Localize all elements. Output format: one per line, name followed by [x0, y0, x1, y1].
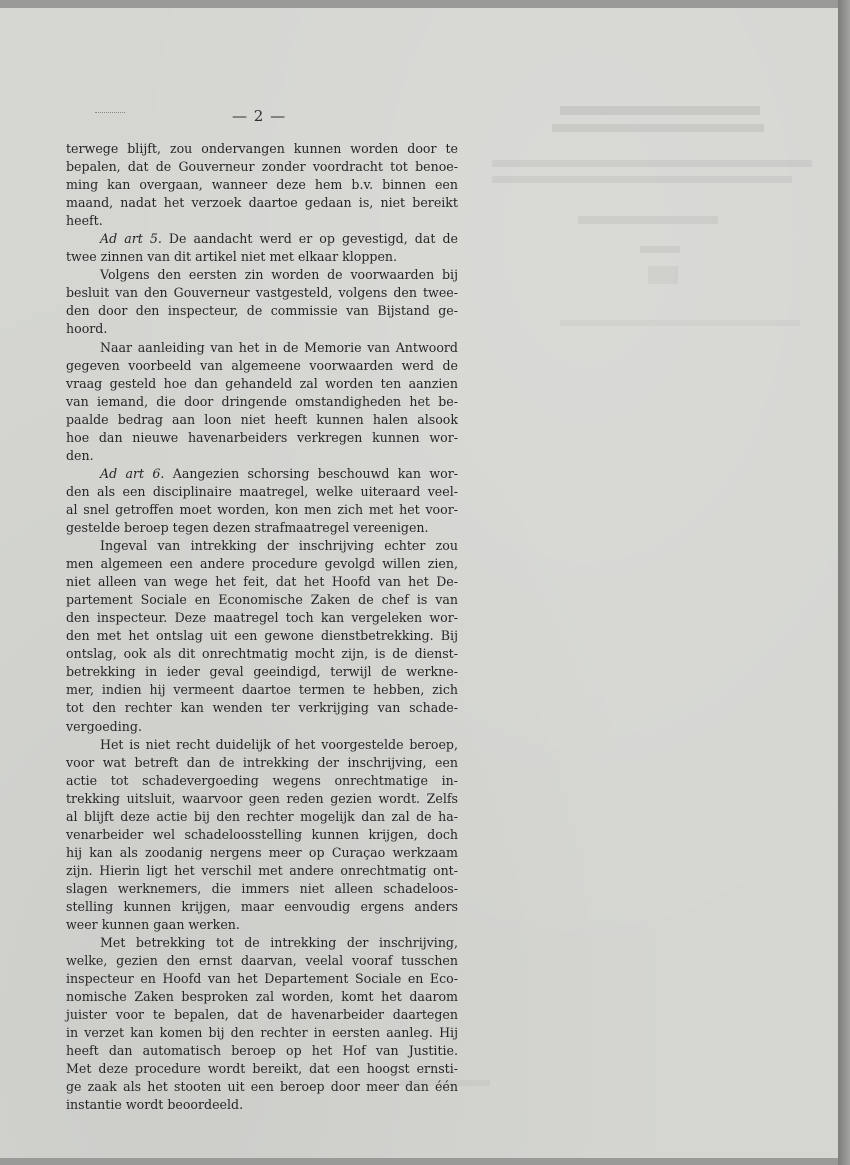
text-line [66, 194, 458, 212]
line-text: twee zinnen van dit artikel niet met elkaar kloppen. [66, 249, 398, 265]
text-line [66, 591, 458, 609]
line-text: trekking uitsluit, waarvoor geen reden gezien wordt. Zelfs [66, 790, 458, 806]
line-text: in verzet kan komen bij den rechter in eersten aanleg. Hij [66, 1025, 458, 1041]
line-text: ontslag, ook als dit onrechtmatig mocht zijn, is de dienst- [66, 646, 458, 662]
text-line [66, 501, 458, 519]
text-line [66, 1042, 458, 1060]
line-text: paalde bedrag aan loon niet heeft kunnen halen alsook [66, 411, 458, 427]
text-line [66, 681, 458, 699]
text-line [66, 375, 458, 393]
line-text: venarbeider wel schadeloosstelling kunnen krijgen, doch [66, 826, 458, 842]
text-line [66, 844, 458, 862]
show-through-line [492, 160, 812, 167]
line-text: ming kan overgaan, wanneer deze hem b.v. binnen een [66, 177, 458, 193]
line-text: den inspecteur. Deze maatregel toch kan vergeleken wor- [66, 610, 458, 626]
text-line [66, 1078, 458, 1096]
line-text: gestelde beroep tegen dezen strafmaatregel vereenigen. [66, 519, 429, 535]
line-text: den als een disciplinaire maatregel, welke uiteraard veel- [66, 483, 458, 499]
line-text: heeft. [66, 213, 103, 229]
text-line [66, 447, 458, 465]
line-text: Het is niet recht duidelijk of het voorgestelde beroep, [100, 736, 458, 752]
text-line [66, 212, 458, 230]
line-text: den. [66, 447, 94, 463]
text-line [66, 1024, 458, 1042]
line-text: ge zaak als het stooten uit een beroep door meer dan één [66, 1079, 458, 1095]
line-text: Volgens den eersten zin worden de voorwaarden bij [100, 267, 458, 283]
line-text: den door den inspecteur, de commissie van Bijstand ge- [66, 303, 458, 319]
line-text: besluit van den Gouverneur vastgesteld, volgens den twee- [66, 285, 458, 301]
line-text: zijn. Hierin ligt het verschil met andere onrechtmatig ont- [66, 862, 458, 878]
show-through-line [492, 176, 792, 183]
text-line [66, 429, 458, 447]
show-through-line [578, 216, 718, 224]
show-through-line [560, 106, 760, 115]
show-through-line [640, 246, 680, 253]
text-line [66, 1096, 458, 1114]
body-text [66, 140, 458, 1115]
text-line [66, 357, 458, 375]
text-line [66, 970, 458, 988]
line-text: welke, gezien den ernst daarvan, veelal vooraf tusschen [66, 953, 458, 969]
text-line [66, 230, 458, 248]
line-text: hoord. [66, 321, 108, 337]
show-through-line [648, 266, 678, 284]
line-text: mer, indien hij vermeent daartoe termen te hebben, zich [66, 682, 458, 698]
article-label: Ad art 6. [100, 465, 165, 481]
text-line [66, 176, 458, 194]
text-line [66, 393, 458, 411]
text-line [66, 754, 458, 772]
text-line [66, 988, 458, 1006]
line-text: vergoeding. [66, 718, 142, 734]
text-line [66, 302, 458, 320]
text-line [66, 140, 458, 158]
line-text: inspecteur en Hoofd van het Departement Sociale en Eco- [66, 971, 458, 987]
line-text: vraag gesteld hoe dan gehandeld zal worden ten aanzien [66, 375, 458, 391]
text-line [66, 808, 458, 826]
document-page [0, 8, 838, 1158]
line-text: weer kunnen gaan werken. [66, 917, 240, 933]
text-line [66, 898, 458, 916]
line-text: gegeven voorbeeld van algemeene voorwaarden werd de [66, 357, 458, 373]
line-text: hoe dan nieuwe havenarbeiders verkregen kunnen wor- [66, 429, 458, 445]
line-text: juister voor te bepalen, dat de havenarbeider daartegen [66, 1007, 458, 1023]
text-line [66, 1060, 458, 1078]
line-text: tot den rechter kan wenden ter verkrijging van schade- [66, 700, 458, 716]
text-line [66, 627, 458, 645]
text-line [66, 339, 458, 357]
text-line [66, 465, 458, 483]
text-line [66, 736, 458, 754]
text-line [66, 248, 458, 266]
text-line [66, 519, 458, 537]
line-text: partement Sociale en Economische Zaken de chef is van [66, 592, 458, 608]
text-line [66, 772, 458, 790]
page-number: — 2 — [232, 107, 287, 125]
line-text: al snel getroffen moet worden, kon men zich met het voor- [66, 501, 458, 517]
line-text: Naar aanleiding van het in de Memorie van Antwoord [100, 339, 458, 355]
line-text: den met het ontslag uit een gewone dienstbetrekking. Bij [66, 628, 458, 644]
line-text: nomische Zaken besproken zal worden, komt het daarom [66, 989, 458, 1005]
show-through-line [552, 124, 764, 132]
line-text: van iemand, die door dringende omstandigheden het be- [66, 393, 458, 409]
text-line [66, 158, 458, 176]
line-text: bepalen, dat de Gouverneur zonder voordracht tot benoe- [66, 159, 458, 175]
line-text: men algemeen een andere procedure gevolgd willen zien, [66, 556, 458, 572]
line-text: stelling kunnen krijgen, maar eenvoudig ergens anders [66, 898, 458, 914]
text-line [66, 609, 458, 627]
text-line [66, 537, 458, 555]
text-line [66, 862, 458, 880]
text-line [66, 1006, 458, 1024]
text-line [66, 718, 458, 736]
text-line [66, 826, 458, 844]
text-line [66, 284, 458, 302]
article-label: Ad art 5. [100, 231, 162, 247]
line-text: heeft dan automatisch beroep op het Hof van Justitie. [66, 1043, 458, 1059]
line-text: hij kan als zoodanig nergens meer op Curaçao werkzaam [66, 844, 458, 860]
line-text: Aangezien schorsing beschouwd kan wor- [164, 465, 458, 481]
line-text: slagen werknemers, die immers niet alleen schadeloos- [66, 880, 458, 896]
line-text: actie tot schadevergoeding wegens onrechtmatige in- [66, 772, 458, 788]
page-edge-shadow [838, 0, 850, 1165]
line-text: De aandacht werd er op gevestigd, dat de [161, 231, 458, 247]
text-line [66, 573, 458, 591]
text-line [66, 266, 458, 284]
text-line [66, 952, 458, 970]
text-line [66, 555, 458, 573]
text-line [66, 663, 458, 681]
line-text: Ingeval van intrekking der inschrijving echter zou [100, 538, 458, 554]
text-line [66, 934, 458, 952]
text-line [66, 880, 458, 898]
line-text: Met betrekking tot de intrekking der inschrijving, [100, 935, 458, 951]
line-text: terwege blijft, zou ondervangen kunnen worden door te [66, 141, 458, 156]
text-line [66, 916, 458, 934]
text-line [66, 699, 458, 717]
line-text: betrekking in ieder geval geeindigd, terwijl de werkne- [66, 664, 458, 680]
line-text: al blijft deze actie bij den rechter mogelijk dan zal de ha- [66, 808, 458, 824]
text-line [66, 483, 458, 501]
text-line [66, 645, 458, 663]
show-through-line [560, 320, 800, 326]
line-text: maand, nadat het verzoek daartoe gedaan is, niet bereikt [66, 195, 458, 211]
text-line [66, 790, 458, 808]
text-line [66, 320, 458, 338]
line-text: instantie wordt beoordeeld. [66, 1097, 244, 1113]
line-text: niet alleen van wege het feit, dat het Hoofd van het De- [66, 574, 458, 590]
line-text: Met deze procedure wordt bereikt, dat een hoogst ernsti- [66, 1061, 458, 1077]
text-line [66, 411, 458, 429]
line-text: voor wat betreft dan de intrekking der inschrijving, een [66, 754, 458, 770]
